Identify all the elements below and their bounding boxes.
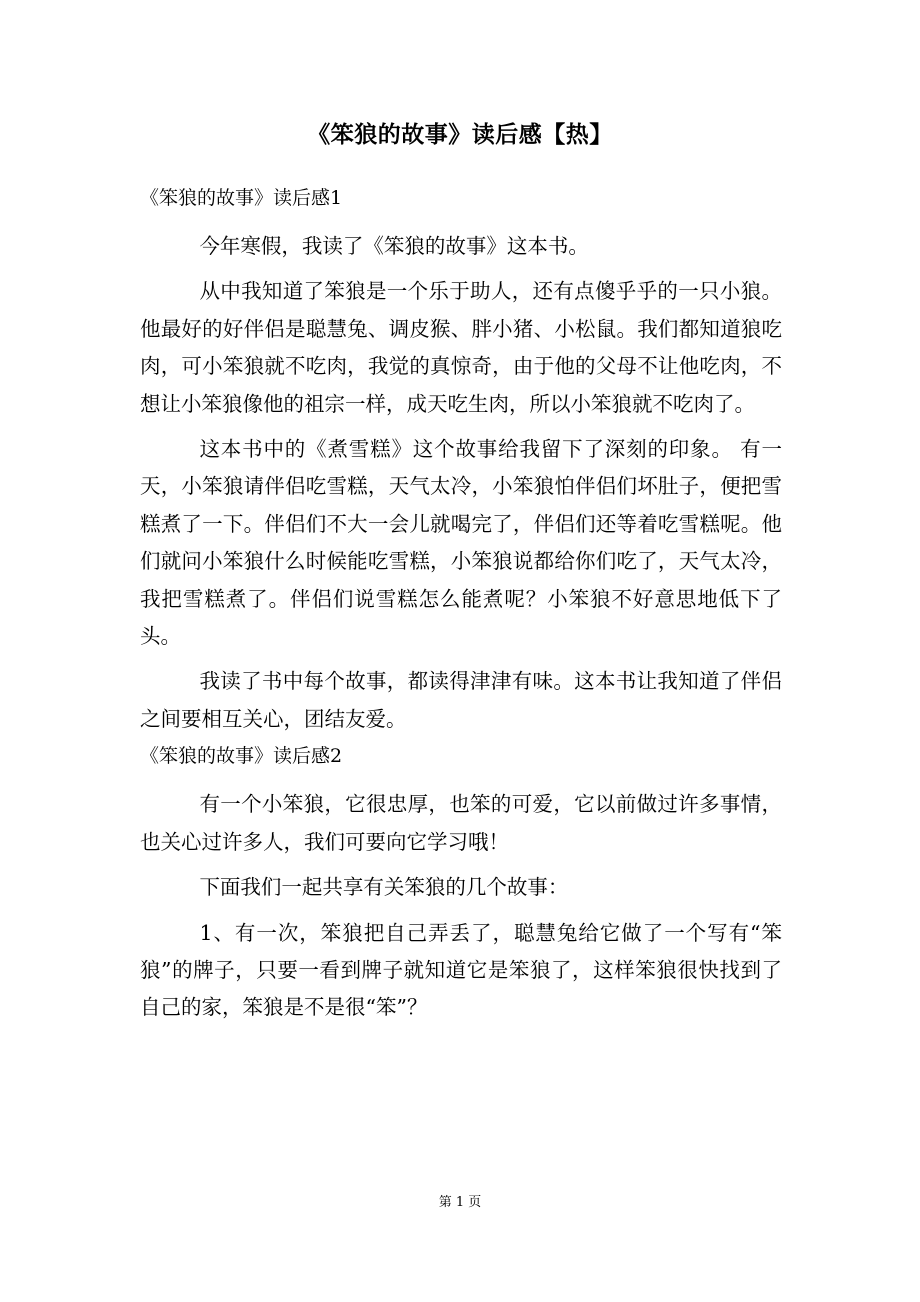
- paragraph: 下面我们一起共享有关笨狼的几个故事：: [199, 875, 569, 900]
- paragraph: 从中我知道了笨狼是一个乐于助人，还有点傻乎乎的一只小狼。他最好的好伴侣是聪慧兔、调皮猴、胖小猪、小松鼠。我们都知道狼吃肉，可小笨狼就不吃肉，我觉的真惊奇，由于他的父母不让他吃肉，不想让小笨狼像他的祖宗一样，成天吃生肉，所以小笨狼就不吃肉了。: [140, 279, 782, 416]
- page-number: 第 1 页: [438, 1195, 482, 1210]
- paragraph: 我读了书中每个故事，都读得津津有味。这本书让我知道了伴侣之间要相互关心，团结友爱。: [140, 669, 782, 731]
- paragraph: 今年寒假，我读了《笨狼的故事》这本书。: [199, 234, 589, 258]
- document-title: 《笨狼的故事》读后感【热】: [307, 121, 613, 148]
- document-body: [140, 180, 782, 1027]
- section-heading-2: 《笨狼的故事》读后感2: [140, 745, 343, 768]
- paragraph: 有一个小笨狼，它很忠厚，也笨的可爱，它以前做过许多事情，也关心过许多人，我们可要向它学习哦！: [140, 792, 782, 854]
- paragraph: 这本书中的《煮雪糕》这个故事给我留下了深刻的印象。 有一天，小笨狼请伴侣吃雪糕，天气太冷，小笨狼怕伴侣们坏肚子，便把雪糕煮了一下。伴侣们不大一会儿就喝完了，伴侣们还等着吃雪糕呢。他们就问小笨狼什么时候能吃雪糕，小笨狼说都给你们吃了，天气太冷，我把雪糕煮了。伴侣们说雪糕怎么能煮呢？小笨狼不好意思地低下了头。: [140, 437, 782, 649]
- section-heading-1: 《笨狼的故事》读后感1: [140, 187, 343, 209]
- paragraph: 1、有一次，笨狼把自己弄丢了，聪慧兔给它做了一个写有“笨狼”的牌子，只要一看到牌子就知道它是笨狼了，这样笨狼很快找到了自己的家，笨狼是不是很“笨”？: [140, 920, 782, 1020]
